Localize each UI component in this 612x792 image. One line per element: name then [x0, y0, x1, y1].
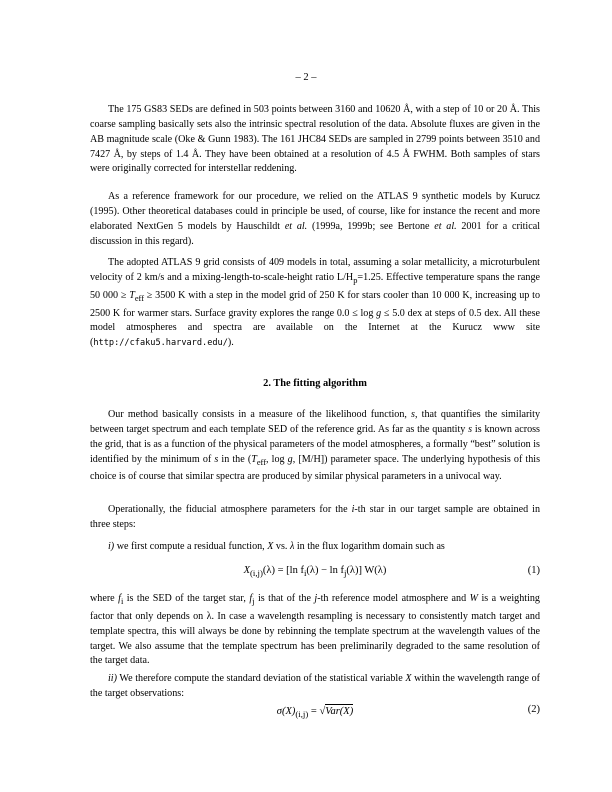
paragraph-text: The 175 GS83 SEDs are defined in 503 points between 3160 and 10620 Å, with a step of 10 or 20 Å. This coarse sampling basically sets also the intrinsic spectral resolution of the data. Absolute fluxes are given in the AB magnitude scale (Oke & Gunn 1983). The 161 JHC84 SEDs are sampled in 2799 points between 3510 and 7427 Å, by steps of 1.4 Å. They have been obtained at a resolution of 4.5 Å FWHM. Both samples of stars were originally corrected for interstellar reddening.: [90, 104, 540, 175]
text-run: eff: [256, 457, 266, 467]
math-symbol: g: [287, 453, 293, 465]
text-run: within the wavelength range of the target observations:: [90, 673, 540, 699]
text-run: , that quantifies the similarity between target spectrum and each template SED of the reference grid. As far as the quantity: [90, 409, 540, 435]
text-run: ).: [227, 337, 234, 349]
text-run: is a weighting factor that only depends on λ. In case a wavelength resampling is necessary to consistently match target and template spectra, this will always be done by rebinning the template spectrum at the wavelength values of the target. We also assume that the template spectrum has been preliminarily degraded to the same resolution of the target data.: [90, 593, 540, 667]
equation-number: (2): [527, 704, 540, 715]
paragraph-sed-definition: [90, 103, 540, 177]
text-run: in the (: [218, 453, 252, 465]
math-symbol: T: [251, 453, 257, 465]
math-symbol: X: [267, 541, 274, 552]
text-run: =1.25. Effective temperature spans the range 50 000 ≥: [90, 271, 540, 301]
text-run: is the SED of the target star,: [123, 593, 250, 604]
text-run: -th reference model atmosphere and: [317, 593, 470, 604]
paragraph-method: [90, 408, 540, 485]
math-symbol: X: [405, 673, 412, 684]
text-run: where: [90, 593, 119, 604]
text-run: eff: [134, 293, 144, 303]
text-run: (1999a, 1999b; see Bertone: [307, 220, 435, 232]
step-label: i): [108, 541, 115, 552]
text-run: As a reference framework for our procedure, we relied on the ATLAS 9 synthetic models by Kurucz (1995). Other theoretical databases could in principle be used, of course, like for instance the recent and more elaborated NextGen 5 models by Hauschildt: [90, 191, 540, 232]
section-title: 2. The fitting algorithm: [263, 378, 367, 389]
paragraph-where: [90, 592, 540, 669]
math-symbol: f: [249, 593, 253, 604]
sqrt-radicand: [325, 704, 353, 718]
paragraph-reference-framework: [90, 190, 540, 249]
paragraph-step-two: [90, 672, 540, 702]
text-run: in the flux logarithm domain such as: [294, 541, 445, 552]
text-run: (λ)] W(λ): [346, 565, 387, 576]
text-run: p: [353, 275, 358, 285]
text-run: The adopted ATLAS 9 grid consists of 409 models in total, assuming a solar metallicity, a microturbulent velocity of 2 km/s and a mixing-length-to-scale-height ratio L/H: [90, 257, 540, 283]
math-symbol: i: [351, 504, 355, 515]
math-symbol: s: [411, 409, 415, 420]
step-label: ii): [108, 673, 117, 684]
text-run: vs.: [273, 541, 290, 552]
page-number: – 2 –: [295, 72, 317, 83]
math-symbol: W: [469, 593, 479, 604]
kurucz-url-link[interactable]: http://cfaku5.harvard.edu/: [93, 338, 228, 349]
math-symbol: s: [214, 453, 219, 465]
text-run: Operationally, the fiducial atmosphere parameters for the: [108, 504, 352, 515]
text-run: ≥ 3500 K with a step in the model grid of 250 K for stars cooler than 10 000 K, increasing up to 2500 K for warmer stars. Surface gravity explores the range 0.0 ≤ log: [90, 289, 540, 319]
math-symbol: f: [118, 593, 121, 604]
text-run: j: [343, 568, 347, 579]
text-run: , log: [266, 453, 288, 465]
equation-number: (1): [527, 565, 540, 576]
paragraph-atlas-grid: [90, 256, 540, 351]
text-run: (λ) − ln f: [306, 565, 344, 576]
text-run: , [M/H]) parameter space. The underlying hypothesis of this choice is of course that similar spectra are produced by similar physical parameters in a univocal way.: [90, 453, 540, 483]
text-run: We therefore compute the standard deviation of the statistical variable: [116, 673, 406, 684]
text-run: we first compute a residual function,: [114, 541, 268, 552]
text-run: i: [303, 568, 307, 579]
text-run: et al.: [284, 220, 308, 232]
text-run: ≤ 5.0 dex at steps of 0.5 dex. All these model atmospheres and spectra are available on the Internet at the Kurucz www site (: [90, 307, 541, 349]
math-symbol: j: [314, 593, 318, 604]
text-run: (λ) = [ln f: [262, 565, 304, 576]
text-run: is that of the: [254, 593, 315, 604]
text-run: j: [252, 597, 255, 607]
math-symbol: X: [243, 565, 251, 576]
math-symbol: T: [129, 289, 135, 301]
text-run: (i,j): [295, 709, 309, 720]
math-symbol: s: [468, 423, 473, 435]
text-run: Our method basically consists in a measure of the likelihood function,: [108, 409, 412, 420]
text-run: i: [120, 597, 124, 607]
paragraph-step-one: [90, 540, 540, 555]
math-symbol: g: [376, 307, 382, 319]
text-run: (i,j): [250, 568, 263, 579]
math-symbol: σ(X): [276, 706, 296, 717]
paragraph-operational: [90, 503, 540, 533]
text-run: et al.: [434, 220, 457, 232]
text-run: 2001 for a critical discussion in this regard).: [90, 220, 540, 247]
text-run: =: [308, 706, 320, 717]
math-symbol: λ: [289, 541, 295, 552]
text-run: is known across the grid, that is as a function of the physical parameters of the model atmospheres, a formally “best” solution is identified by the minimum of: [90, 423, 540, 465]
math-symbol: Var(X): [325, 706, 354, 717]
sqrt-sign: √: [319, 706, 326, 717]
text-run: -th star in our target sample are obtained in three steps:: [90, 504, 540, 530]
